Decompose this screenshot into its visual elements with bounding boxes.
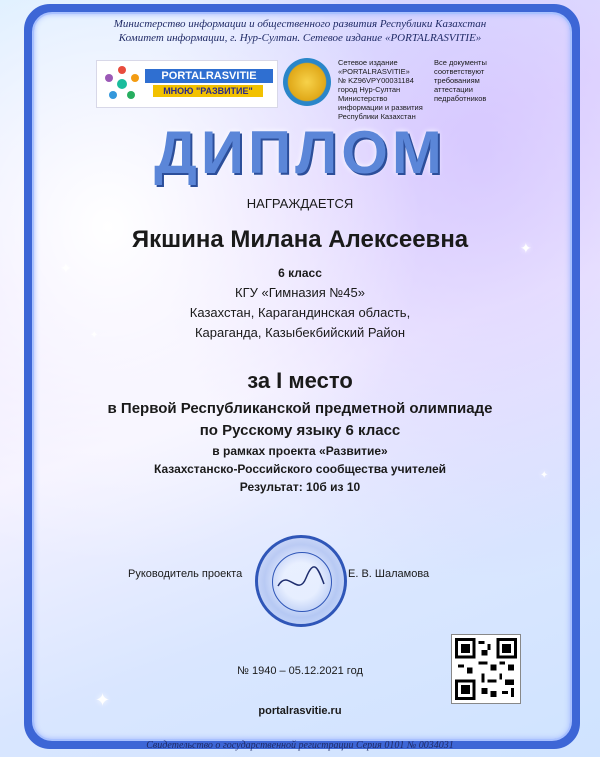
portal-logo [96, 60, 278, 108]
document-number: № 1940 – 05.12.2021 год [237, 665, 363, 677]
sparkle-icon: ✦ [90, 330, 99, 341]
committee-line: Комитет информации, г. Нур-Султан. Сетевое издание «PORTALRASVITIE» [118, 32, 482, 44]
official-stamp [255, 535, 347, 627]
place-award: за I место [247, 368, 353, 393]
awarded-label: НАГРАЖДАЕТСЯ [246, 196, 354, 211]
publisher-info: Сетевое издание «PORTALRASVITIE» № KZ96VPY00031184 город Нур-Султан Министерство информации и развития Республики Казахстан [338, 58, 423, 121]
grade: 6 класс [278, 266, 322, 280]
result-line: Результат: 10б из 10 [239, 480, 361, 494]
sparkle-icon: ✦ [540, 470, 549, 481]
brand-name: PORTALRASVITIE [145, 69, 273, 83]
signature-label: Руководитель проекта [128, 568, 243, 580]
brand-slogan: МНОЮ "РАЗВИТИЕ" [153, 85, 263, 97]
sparkle-icon: ✦ [520, 240, 532, 256]
registration-line: Свидетельство о государственной регистрации Серия 0101 № 0034031 [146, 740, 454, 751]
ministry-line: Министерство информации и общественного развития Республики Казахстан [113, 18, 487, 30]
project-line: в рамках проекта «Развитие» [212, 444, 388, 458]
qr-code[interactable] [452, 635, 520, 703]
location-line-2: Караганда, Казыбекбийский Район [194, 325, 406, 340]
signer-name: Е. В. Шаламова [348, 568, 430, 580]
signature-scribble-icon [258, 538, 344, 624]
event-line-1: в Первой Республиканской предметной олимпиаде [107, 400, 493, 417]
sparkle-icon: ✦ [95, 690, 111, 710]
qr-code-icon [455, 638, 517, 700]
diploma-title: ДИПЛОМ [154, 119, 446, 186]
location-line-1: Казахстан, Карагандинская область, [189, 305, 411, 320]
sparkle-icon: ✦ [60, 260, 72, 276]
people-circle-icon [101, 63, 143, 105]
website-link[interactable]: portalrasvitie.ru [258, 705, 342, 717]
event-line-2: по Русскому языку 6 класс [199, 422, 401, 439]
state-emblem-icon [283, 58, 331, 106]
compliance-note: Все документы соответствуют требованиям аттестации педработников [434, 58, 487, 103]
school-name: КГУ «Гимназия №45» [235, 285, 365, 300]
recipient-name: Якшина Милана Алексеевна [131, 226, 469, 253]
community-line: Казахстанско-Российского сообщества учителей [153, 462, 447, 476]
